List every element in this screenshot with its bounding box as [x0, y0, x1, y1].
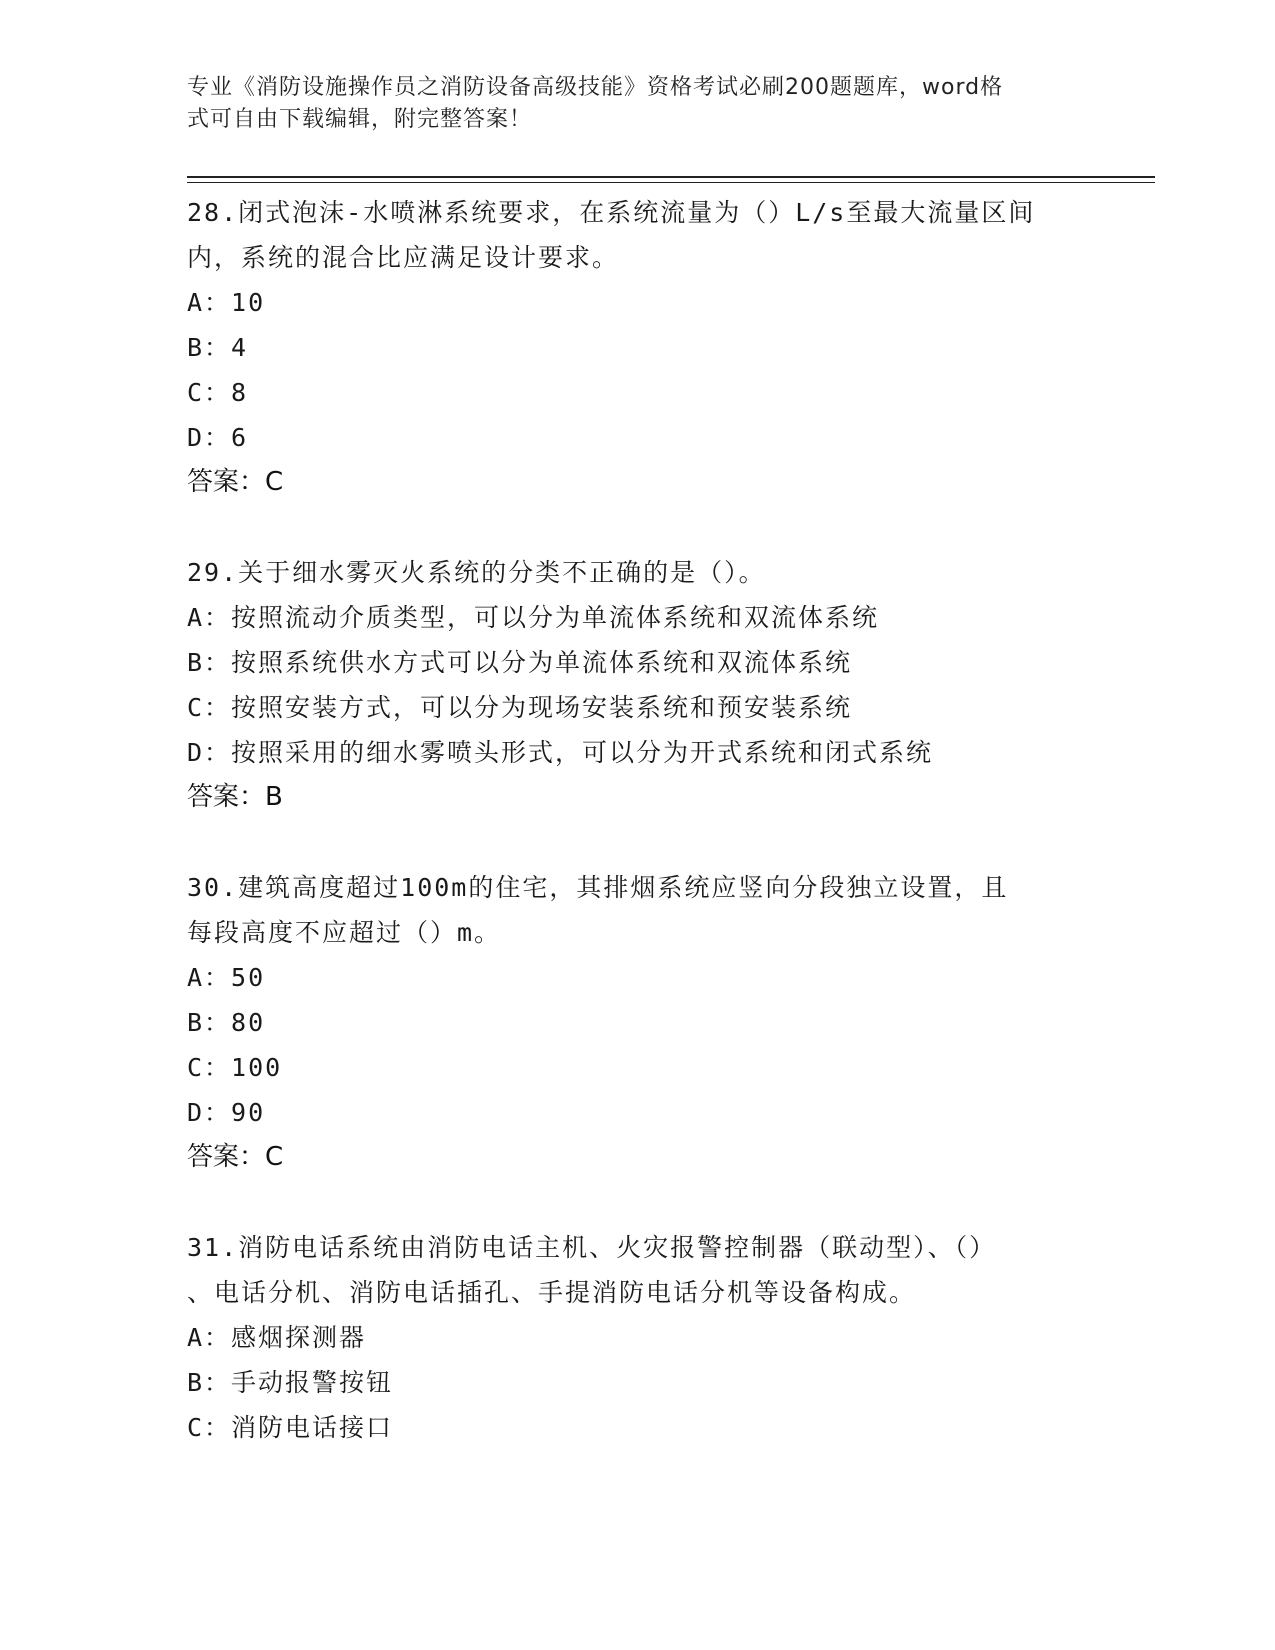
question-stem: 29.关于细水雾灭火系统的分类不正确的是（）。: [187, 558, 766, 587]
option-b: B：80: [187, 1008, 266, 1037]
answer-label: 答案：B: [187, 782, 283, 812]
option-c: C：8: [187, 378, 249, 407]
option-d: D：90: [187, 1098, 266, 1127]
option-b: B：4: [187, 333, 249, 362]
option-c: C：消防电话接口: [187, 1413, 394, 1442]
header-line-1: 专业《消防设施操作员之消防设备高级技能》资格考试必刷200题题库，word格: [187, 75, 1004, 100]
option-d: D：6: [187, 423, 249, 452]
question-30: [187, 865, 1087, 1179]
question-stem: 31.消防电话系统由消防电话主机、火灾报警控制器（联动型）、（）: [187, 1233, 997, 1262]
header-divider-thin: [187, 182, 1155, 183]
option-c: C：100: [187, 1053, 283, 1082]
question-stem: 28.闭式泡沫-水喷淋系统要求，在系统流量为（）L/s至最大流量区间: [187, 198, 1036, 227]
option-c: C：按照安装方式，可以分为现场安装系统和预安装系统: [187, 693, 853, 722]
question-28: [187, 190, 1087, 504]
option-a: A：感烟探测器: [187, 1323, 367, 1352]
option-a: A：10: [187, 288, 266, 317]
header-divider-thick: [187, 176, 1155, 178]
option-a: A：按照流动介质类型，可以分为单流体系统和双流体系统: [187, 603, 880, 632]
question-list: [187, 190, 1087, 1496]
question-29: [187, 550, 1087, 819]
header-line-2: 式可自由下载编辑，附完整答案！: [187, 107, 533, 132]
question-stem-continued: 内，系统的混合比应满足设计要求。: [187, 243, 620, 272]
option-a: A：50: [187, 963, 266, 992]
answer-label: 答案：C: [187, 467, 284, 497]
document-header: [187, 72, 1067, 136]
question-stem-continued: 、电话分机、消防电话插孔、手提消防电话分机等设备构成。: [187, 1278, 917, 1307]
question-stem-continued: 每段高度不应超过（）m。: [187, 918, 502, 947]
option-b: B：按照系统供水方式可以分为单流体系统和双流体系统: [187, 648, 853, 677]
question-stem: 30.建筑高度超过100m的住宅，其排烟系统应竖向分段独立设置，且: [187, 873, 1009, 902]
option-d: D：按照采用的细水雾喷头形式，可以分为开式系统和闭式系统: [187, 738, 934, 767]
option-b: B：手动报警按钮: [187, 1368, 394, 1397]
answer-label: 答案：C: [187, 1142, 284, 1172]
question-31: [187, 1225, 1087, 1450]
